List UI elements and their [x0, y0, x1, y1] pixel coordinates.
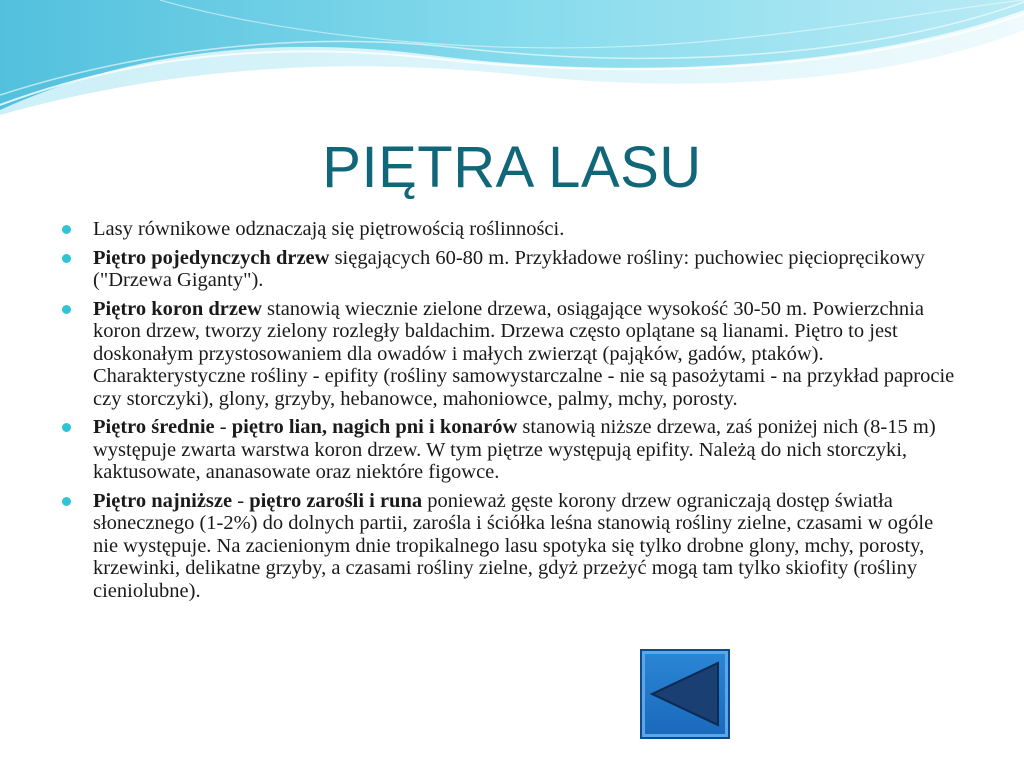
- bullet-dot-icon: [62, 305, 71, 314]
- bullet-text: -: [214, 416, 232, 438]
- bullet-item: [62, 490, 962, 603]
- bullet-bold-text: Piętro pojedynczych drzew: [93, 246, 330, 269]
- bullet-dot-icon: [62, 225, 71, 234]
- bullet-text: stanowią niższe drzewa, zaś poniżej nich (8-15 m) występuje zwarta warstwa koron drzew. W tym piętrze występują epifity. Należą do nich storczyki, kaktusowate, ananasowate oraz niektóre figowce.: [93, 416, 936, 483]
- bullet-list: [62, 218, 962, 608]
- back-button[interactable]: [640, 649, 730, 739]
- bullet-text: stanowią wiecznie zielone drzewa, osiągające wysokość 30-50 m. Powierzchnia koron drzew, tworzy zielony rozległy baldachim. Drzewa często oplątane są lianami. Piętro to jest doskonałym przystosowaniem dla owadów i małych zwierząt (pająków, gadów, ptaków). Charakterystyczne rośliny - epifity (rośliny samowystarczalne - nie są pasożytami - na przykład paprocie czy storczyki), glony, grzyby, hebanowce, mahoniowce, palmy, mchy, porosty.: [93, 297, 955, 410]
- bullet-dot-icon: [62, 254, 71, 263]
- bullet-dot-icon: [62, 423, 71, 432]
- bullet-text: sięgających 60-80 m. Przykładowe rośliny: puchowiec pięciopręcikowy ("Drzewa Giganty").: [93, 246, 925, 291]
- bullet-bold-text: piętro zarośli i runa: [249, 489, 423, 512]
- bullet-item: [62, 218, 962, 241]
- bullet-bold-text: Piętro koron drzew: [93, 297, 262, 320]
- bullet-bold-text: piętro lian, nagich pni i konarów: [231, 416, 518, 438]
- slide-title: PIĘTRA LASU: [322, 135, 702, 200]
- bullet-text: ponieważ gęste korony drzew ograniczają dostęp światła słonecznego (1-2%) do dolnych partii, zarośla i ściółka leśna stanowią rośliny zielne, czasami w ogóle nie występuje. Na zacienionym dnie tropikalnego lasu spotyka się tylko drobne glony, mchy, porosty, krzewinki, delikatne grzyby, a czasami rośliny zielne, gdyż przeżyć mogą tam tylko skiofity (rośliny cieniolubne).: [93, 489, 934, 602]
- header-wave-decoration: [0, 0, 1024, 120]
- bullet-bold-text: Piętro najniższe: [93, 489, 233, 512]
- bullet-item: [62, 416, 962, 484]
- bullet-dot-icon: [62, 497, 71, 506]
- bullet-item: [62, 298, 962, 411]
- bullet-text: Lasy równikowe odznaczają się piętrowością roślinności.: [93, 218, 565, 240]
- bullet-item: [62, 247, 962, 292]
- bullet-bold-text: Piętro średnie: [93, 416, 215, 438]
- back-arrow-icon: [642, 651, 728, 737]
- bullet-text: -: [232, 489, 250, 512]
